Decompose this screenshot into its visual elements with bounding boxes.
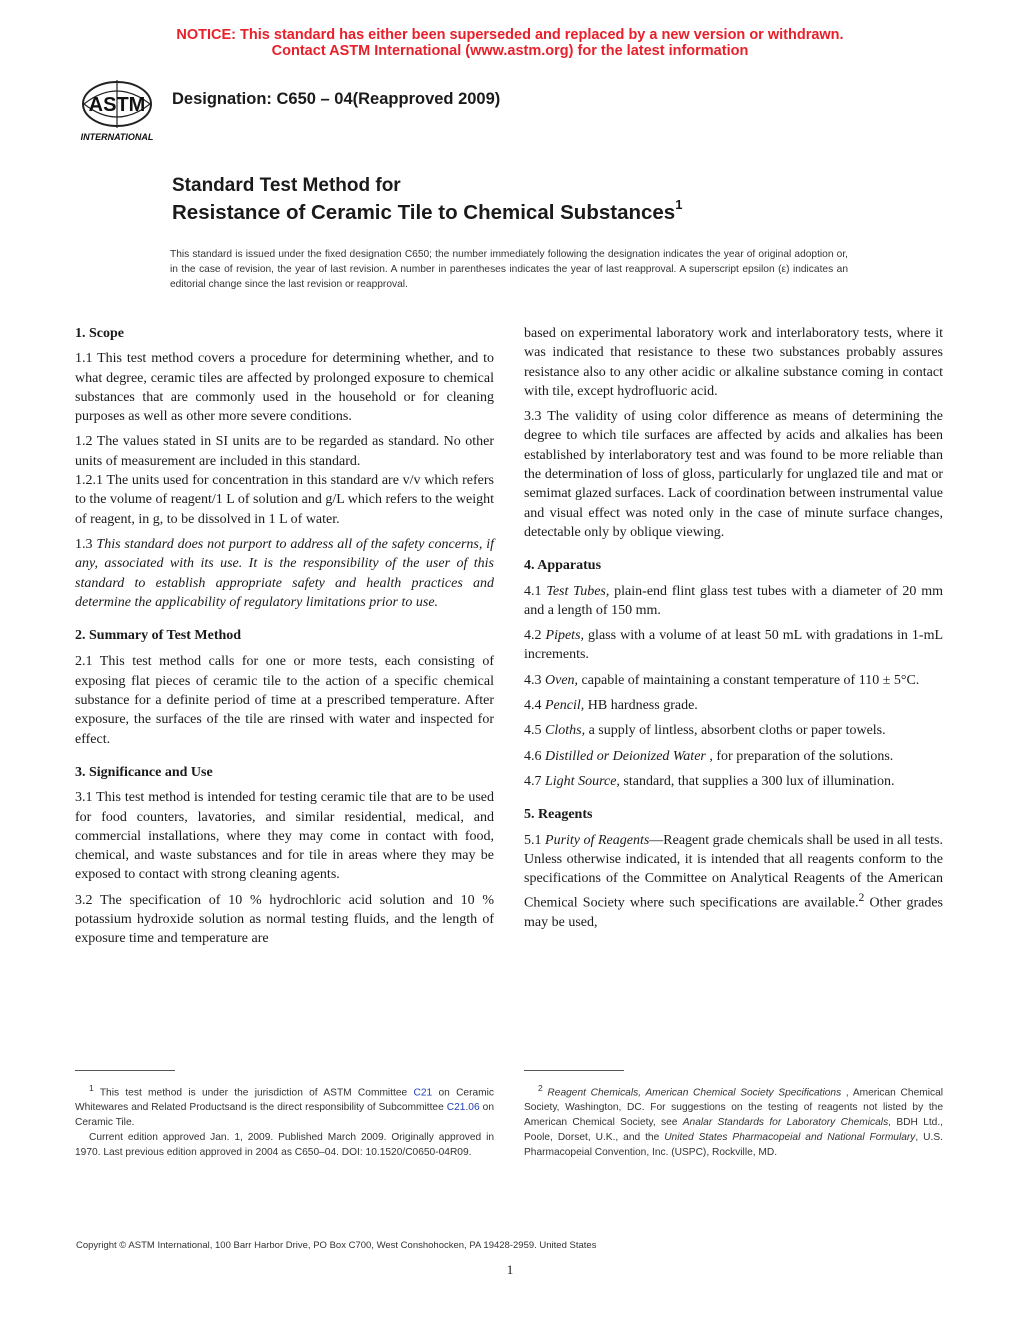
apparatus-4-4-num: 4.4 [524, 698, 542, 714]
footnote-rule-left [75, 1070, 175, 1071]
apparatus-4-7-text: standard, that supplies a 300 lux of illumination. [619, 773, 895, 789]
apparatus-4-5-num: 4.5 [524, 723, 542, 739]
reagents-5-1-text2: Other grades may be used, [524, 896, 943, 931]
footnote-2-text-c: , U.S. Pharmacopeial Convention, Inc. (USPC), Rockville, MD. [524, 1132, 943, 1159]
apparatus-4-3-term: Oven, [545, 672, 579, 688]
astm-logo [72, 74, 162, 146]
apparatus-4-6-term: Distilled or Deionized Water [545, 748, 706, 764]
apparatus-4-7 [524, 772, 943, 791]
reagents-5-1-term: Purity of Reagents [545, 832, 650, 848]
para-1-3-num: 1.3 [75, 536, 93, 552]
apparatus-4-1-text: plain-end flint glass test tubes with a diameter of 20 mm and a length of 150 mm. [524, 583, 943, 618]
apparatus-4-6-text: , for preparation of the solutions. [705, 748, 894, 764]
para-1-3 [75, 535, 494, 612]
link-c21[interactable]: C21 [413, 1087, 433, 1099]
apparatus-4-2-num: 4.2 [524, 628, 542, 644]
astm-logo-subtext: INTERNATIONAL [80, 132, 154, 142]
para-3-3: 3.3 The validity of using color difference as means of determining the degree to which tile surfaces are affected by acids and alkalies has been established by interlaboratory test and was found to be more reliable than the determination of loss of gloss, particularly for unglazed tile and mat or semimat glazed surfaces. Lack of coordination between instrumental value and visual effect was noted only in the case of minute surface changes, detectable only by oblique viewing. [524, 409, 943, 540]
footnote-1-text-a: This test method is under the jurisdiction of ASTM Committee [93, 1087, 414, 1099]
para-2-1: 2.1 This test method calls for one or more tests, each consisting of exposing flat pieces of ceramic tile to the action of a specific chemical substance for a definite period of time at a prescribed temperature. After exposure, the surfaces of the tile are rinsed with water and inspected for effect. [75, 654, 494, 747]
reagents-5-1-text: —Reagent grade chemicals shall be used in all tests. Unless otherwise indicated, it is intended that all reagents conform to the specifications of the Committee on Analytical Reagents of the American Chemical Society where such specifications are available. [524, 832, 943, 912]
apparatus-4-5 [524, 721, 943, 740]
para-1-2: 1.2 The values stated in SI units are to be regarded as standard. No other units of measurement are included in this standard. [75, 434, 494, 469]
supersede-notice-line2: Contact ASTM International (www.astm.org) for the latest information [271, 43, 749, 59]
reagents-5-1-footnote-mark: 2 [858, 891, 865, 905]
footnote-2-text-b: , BDH Ltd., Poole, Dorset, U.K., and the [524, 1117, 944, 1144]
footnote-2 [524, 1081, 943, 1160]
footnote-2-para [524, 1081, 943, 1160]
title-line1: Standard Test Method for [172, 175, 401, 196]
footnote-1 [75, 1081, 494, 1160]
para-3-2-cont: based on experimental laboratory work and interlaboratory tests, where it was indicated that resistance to these two substances probably assures resistance also to any other acidic or alkaline substance coming in contact with tile, except hydrofluoric acid. [524, 326, 943, 399]
footnote-rule-right [524, 1070, 624, 1071]
footnote-2-title: Reagent Chemicals, American Chemical Society Specifications [542, 1087, 842, 1099]
apparatus-4-5-text: a supply of lintless, absorbent cloths or paper towels. [585, 723, 886, 739]
apparatus-4-2 [524, 626, 943, 665]
left-column [75, 324, 494, 955]
right-column [524, 324, 943, 939]
title-line2-text: Resistance of Ceramic Tile to Chemical Substances [172, 200, 676, 224]
apparatus-4-6-num: 4.6 [524, 748, 542, 764]
section-3-heading: 3. Significance and Use [75, 764, 213, 780]
issue-note: This standard is issued under the fixed designation C650; the number immediately following the designation indicates the year of original adoption or, in the case of revision, the year of last revision. A number in parentheses indicates the year of last reapproval. A superscript epsilon (ε) indicates an editorial change since the last revision or reapproval. [170, 249, 848, 290]
footnote-1-text-c: on Ceramic Tile. [75, 1102, 494, 1129]
footnote-1-edition: Current edition approved Jan. 1, 2009. Published March 2009. Originally approved in 1970. Last previous edition approved in 2004 as C650–04. DOI: 10.1520/C0650-04R09. [75, 1132, 494, 1159]
reagents-5-1 [524, 831, 943, 933]
copyright-footer: Copyright © ASTM International, 100 Barr Harbor Drive, PO Box C700, West Conshohocken, PA 19428-2959. United States [76, 1240, 597, 1251]
astm-logo-text: ASTM [88, 94, 146, 116]
page-number: 1 [506, 1262, 514, 1277]
title-line2 [172, 199, 682, 225]
para-3-2: 3.2 The specification of 10 % hydrochloric acid solution and 10 % potassium hydroxide solution as normal testing fluids, and the length of exposure time and temperature are [75, 892, 494, 947]
footnote-1-mark: 1 [89, 1083, 94, 1093]
apparatus-4-1-term: Test Tubes, [546, 583, 610, 599]
apparatus-4-7-term: Light Source, [545, 773, 620, 789]
apparatus-4-5-term: Cloths, [545, 723, 586, 739]
footnote-1-text-b: on Ceramic Whitewares and Related Productsand is the direct responsibility of Subcommittee [75, 1087, 494, 1114]
para-1-3-text: This standard does not purport to address all of the safety concerns, if any, associated with its use. It is the responsibility of the user of this standard to establish appropriate safety and health practices and determine the applicability of regulatory limitations prior to use. [75, 536, 495, 610]
footnote-2-usp: United States Pharmacopeial and National Formulary [664, 1132, 916, 1144]
apparatus-4-1-num: 4.1 [524, 583, 542, 599]
apparatus-4-3-num: 4.3 [524, 672, 542, 688]
para-1-1: 1.1 This test method covers a procedure for determining whether, and to what degree, ceramic tiles are affected by prolonged exposure to chemical substances that are commonly used in the household or for cleaning purposes as well as other more severe conditions. [75, 351, 494, 425]
para-1-2-1: 1.2.1 The units used for concentration in this standard are v/v which refers to the volume of reagent/1 L of solution and g/L which refers to the weight of reagent, in g, to be dissolved in 1 L of water. [75, 473, 494, 527]
apparatus-4-7-num: 4.7 [524, 773, 542, 789]
section-4-heading: 4. Apparatus [524, 558, 602, 574]
reagents-5-1-num: 5.1 [524, 832, 542, 848]
supersede-notice-line1: NOTICE: This standard has either been superseded and replaced by a new version or withdrawn. [176, 27, 844, 43]
apparatus-4-4-text: HB hardness grade. [584, 698, 698, 714]
apparatus-4-3-text: capable of maintaining a constant temperature of 110 ± 5°C. [578, 672, 920, 688]
footnote-2-analar: Analar Standards for Laboratory Chemicals [682, 1117, 889, 1129]
link-c21-06[interactable]: C21.06 [446, 1102, 480, 1114]
para-3-1: 3.1 This test method is intended for testing ceramic tile that are to be used for food counters, lavatories, and similar residential, medical, and commercial installations, where they may come in contact with food, chemical, and waste substances and for tile in areas where they may be exposed to contact with strong cleaning agents. [75, 790, 494, 883]
designation: Designation: C650 – 04(Reapproved 2009) [172, 90, 501, 108]
title-footnote-mark: 1 [675, 197, 683, 212]
section-1-heading: 1. Scope [75, 326, 124, 341]
apparatus-4-6 [524, 747, 943, 766]
apparatus-4-4 [524, 696, 943, 715]
apparatus-4-1 [524, 582, 943, 621]
apparatus-4-3 [524, 671, 943, 690]
footnote-1-para [75, 1081, 494, 1130]
footnote-2-mark: 2 [538, 1083, 543, 1093]
section-5-heading: 5. Reagents [524, 807, 593, 823]
section-2-heading: 2. Summary of Test Method [75, 628, 242, 644]
footnote-2-text-a: , American Chemical Society, Washington, DC. For suggestions on the testing of reagents not listed by the American Chemical Society, see [524, 1087, 944, 1129]
apparatus-4-2-term: Pipets, [545, 628, 585, 644]
apparatus-4-2-text: glass with a volume of at least 50 mL with gradations in 1-mL increments. [524, 628, 944, 663]
apparatus-4-4-term: Pencil, [545, 698, 585, 714]
